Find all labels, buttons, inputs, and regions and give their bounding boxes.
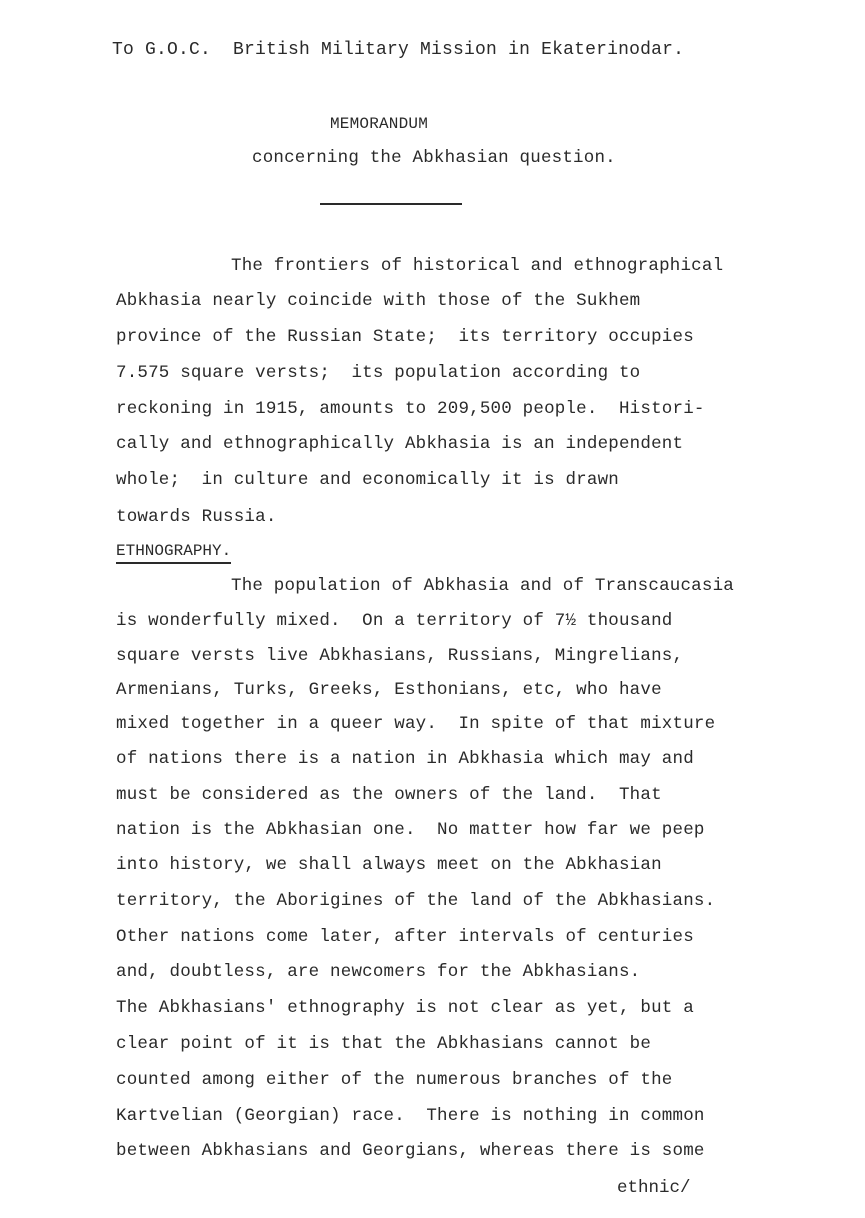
text-line: nation is the Abkhasian one. No matter how far we peep [116, 820, 705, 840]
memo-title: MEMORANDUM [330, 115, 429, 133]
text-line: and, doubtless, are newcomers for the Abkhasians. [116, 962, 641, 982]
text-line: must be considered as the owners of the land. That [116, 785, 662, 805]
section-heading-ethnography: ETHNOGRAPHY. [116, 541, 231, 564]
text-line: province of the Russian State; its territory occupies [116, 327, 694, 347]
text-line: is wonderfully mixed. On a territory of 7½ thousand [116, 611, 673, 631]
text-line: clear point of it is that the Abkhasians cannot be [116, 1034, 652, 1054]
addressee-line: To G.O.C. British Military Mission in Ekaterinodar. [112, 40, 685, 60]
text-line: into history, we shall always meet on the Abkhasian [116, 855, 662, 875]
text-line: The Abkhasians' ethnography is not clear as yet, but a [116, 998, 694, 1018]
text-line: Other nations come later, after intervals of centuries [116, 927, 694, 947]
text-line: whole; in culture and economically it is drawn [116, 470, 619, 490]
text-line: 7.575 square versts; its population according to [116, 363, 641, 383]
text-line: of nations there is a nation in Abkhasia which may and [116, 749, 694, 769]
text-line: Kartvelian (Georgian) race. There is nothing in common [116, 1106, 705, 1126]
text-line: counted among either of the numerous branches of the [116, 1070, 673, 1090]
title-divider [320, 203, 462, 205]
text-line: Armenians, Turks, Greeks, Esthonians, etc, who have [116, 680, 662, 700]
text-line: Abkhasia nearly coincide with those of the Sukhem [116, 291, 641, 311]
catchword: ethnic/ [617, 1178, 691, 1198]
text-line: towards Russia. [116, 507, 277, 527]
text-line: territory, the Aborigines of the land of the Abkhasians. [116, 891, 716, 911]
text-line: cally and ethnographically Abkhasia is an independent [116, 434, 684, 454]
memo-subtitle: concerning the Abkhasian question. [252, 148, 616, 168]
text-line: The population of Abkhasia and of Transcaucasia [231, 576, 734, 596]
text-line: square versts live Abkhasians, Russians, Mingrelians, [116, 646, 684, 666]
text-line: The frontiers of historical and ethnographical [231, 256, 724, 276]
text-line: reckoning in 1915, amounts to 209,500 people. Histori- [116, 399, 705, 419]
text-line: between Abkhasians and Georgians, whereas there is some [116, 1141, 705, 1161]
text-line: mixed together in a queer way. In spite of that mixture [116, 714, 716, 734]
